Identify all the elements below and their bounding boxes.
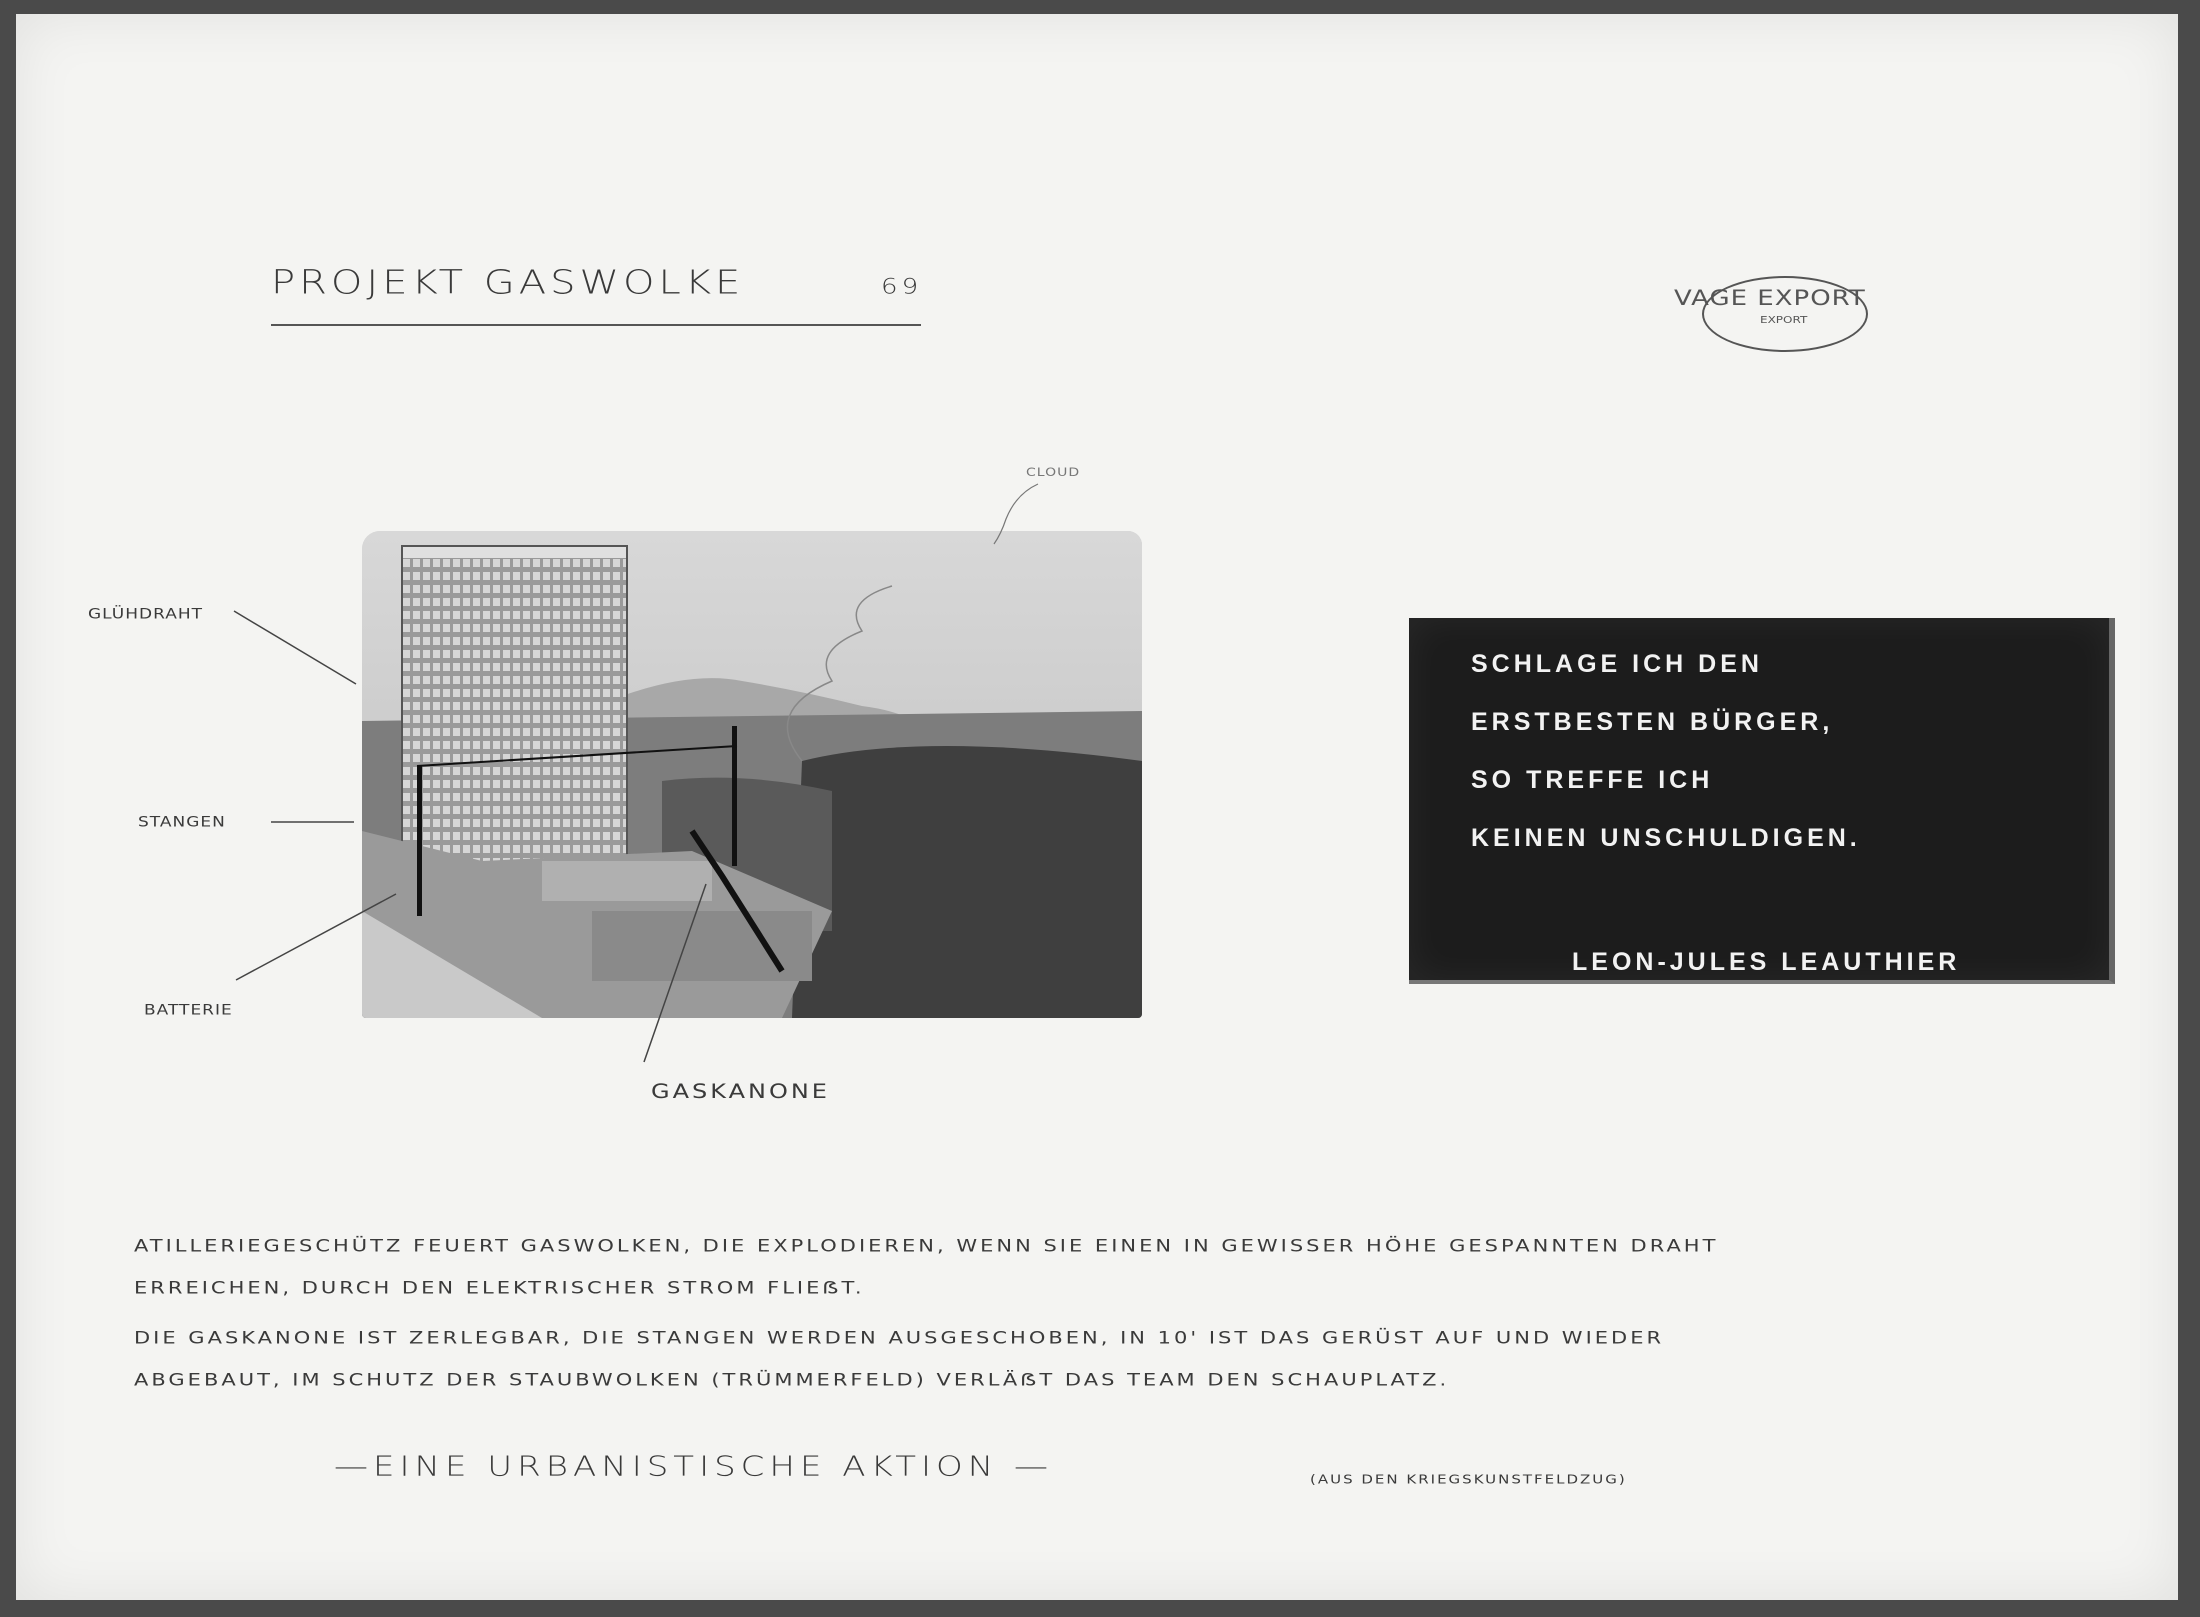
label-gaskanone: GASKANONE — [651, 1080, 830, 1103]
stamp-text: VAGE EXPORT — [1674, 286, 1866, 311]
label-cloud: CLOUD — [1026, 466, 1081, 480]
footer-action: —EINE URBANISTISCHE AKTION — — [334, 1450, 1053, 1483]
label-stangen: STANGEN — [138, 814, 226, 831]
quote-line: SO TREFFE ICH — [1471, 766, 1714, 794]
project-title-text: PROJEKT GASWOLKE — [271, 264, 745, 302]
project-number: 69 — [881, 274, 923, 300]
quote-plate — [1409, 618, 2115, 984]
quote-line: ERSTBESTEN BÜRGER, — [1471, 708, 1834, 736]
label-gluehdraht: GLÜHDRAHT — [88, 606, 204, 623]
label-batterie: BATTERIE — [144, 1002, 233, 1019]
stamp-subtext: EXPORT — [1760, 314, 1808, 326]
description-line: ERREICHEN, DURCH DEN ELEKTRISCHER STROM FLIEẞT. — [134, 1278, 865, 1298]
footer-source: (AUS DEN KRIEGSKUNSTFELDZUG) — [1310, 1472, 1627, 1487]
quote-line: KEINEN UNSCHULDIGEN. — [1471, 824, 1861, 852]
description-line: ATILLERIEGESCHÜTZ FEUERT GASWOLKEN, DIE EXPLODIEREN, WENN SIE EINEN IN GEWISSER HÖHE GESPANNTEN DRAHT — [134, 1236, 1719, 1256]
description-line: ABGEBAUT, IM SCHUTZ DER STAUBWOLKEN (TRÜMMERFELD) VERLÄẞT DAS TEAM DEN SCHAUPLATZ. — [134, 1370, 1450, 1390]
description-line: DIE GASKANONE IST ZERLEGBAR, DIE STANGEN WERDEN AUSGESCHOBEN, IN 10' IST DAS GERÜST AUF UND WIEDER — [134, 1328, 1665, 1348]
quote-author: LEON-JULES LEAUTHIER — [1572, 948, 1961, 976]
drawing-sheet — [16, 14, 2178, 1600]
quote-line: SCHLAGE ICH DEN — [1471, 650, 1763, 678]
